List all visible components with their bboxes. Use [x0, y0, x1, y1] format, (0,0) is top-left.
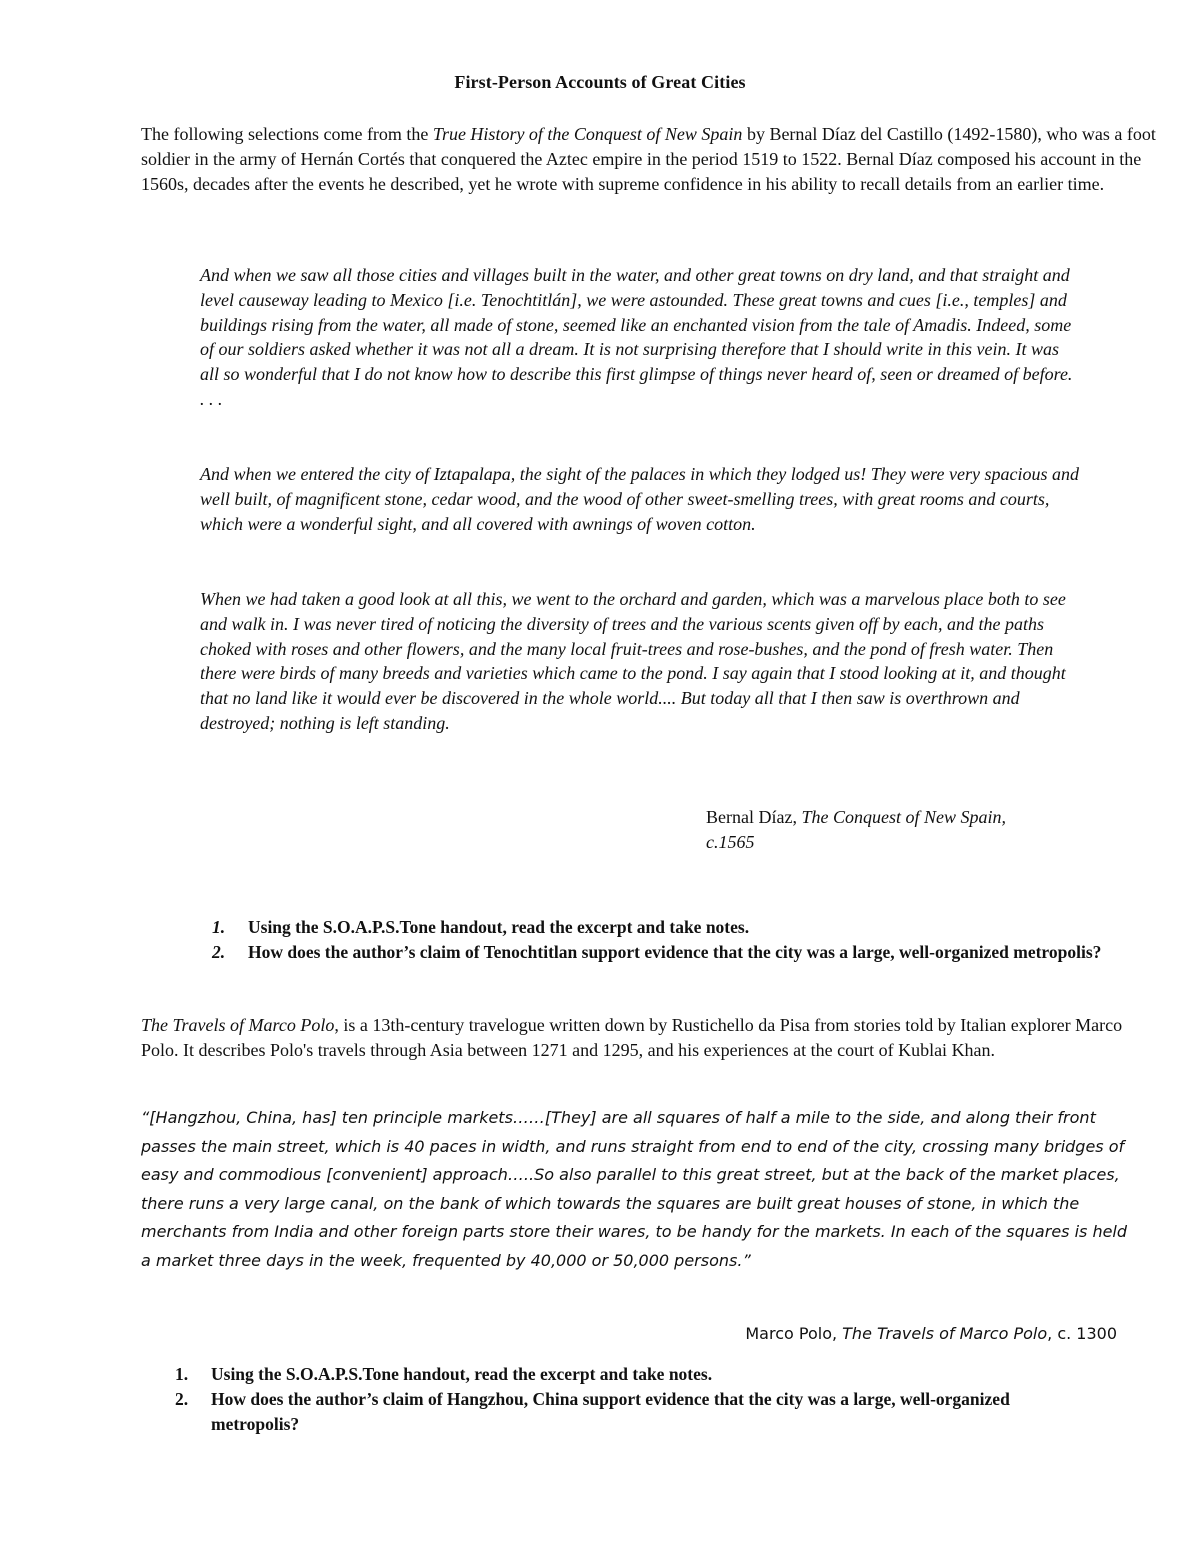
- diaz-attribution: [706, 805, 1106, 855]
- polo-intro-book-title: The Travels of Marco Polo: [141, 1015, 335, 1035]
- question-list-1: [200, 915, 1120, 965]
- polo-attribution: [660, 1321, 1117, 1346]
- question-number: 2.: [212, 942, 226, 962]
- diaz-quote-paragraph-3: When we had taken a good look at all this, we went to the orchard and garden, which was a marvelous place both to see and walk in. I was never tired of noticing the diversity of trees and the various scents given off by each, and the paths choked with roses and other flowers, and the many local fruit-trees and rose-bushes, and the pond of fresh water. Then there were birds of many breeds and varieties which came to the pond. I say again that I stood looking at it, and thought that no land like it would ever be discovered in the whole world.... But today all that I then saw is overthrown and destroyed; nothing is left standing.: [200, 589, 1066, 733]
- intro-text-before: The following selections come from the: [141, 124, 433, 144]
- polo-intro-paragraph: [141, 1013, 1141, 1063]
- diaz-quote-paragraph-2: And when we entered the city of Iztapalapa, the sight of the palaces in which they lodged us! They were very spacious and well built, of magnificent stone, cedar wood, and the wood of other sweet-smelling trees, with great rooms and courts, which were a wonderful sight, and all covered with awnings of woven cotton.: [200, 464, 1079, 534]
- question-text: How does the author’s claim of Tenochtitlan support evidence that the city was a large, well-organized metropolis?: [248, 942, 1102, 962]
- question-number: 1.: [175, 1364, 189, 1384]
- intro-text-after: by Bernal Díaz del Castillo (1492-1580), who was a foot soldier in the army of Hernán Cortés that conquered the Aztec empire in the period 1519 to 1522. Bernal Díaz composed his account in the 1560s, decades after the events he described, yet he wrote with supreme confidence in his ability to recall details from an earlier time.: [141, 124, 1156, 194]
- polo-quote: “[Hangzhou, China, has] ten principle markets……[They] are all squares of half a mile to the side, and along their front passes the main street, which is 40 paces in width, and runs straight from end to end of the city, crossing many bridges of easy and commodious [convenient] approach…..So also parallel to this great street, but at the back of the market places, there runs a very large canal, on the bank of which towards the squares are built great houses of stone, in which the merchants from India and other foreign parts store their wares, to be handy for the markets. In each of the squares is held a market three days in the week, frequented by 40,000 or 50,000 persons.”: [141, 1108, 1128, 1270]
- list-item: [200, 940, 1120, 965]
- polo-attribution-date: , c. 1300: [1047, 1324, 1117, 1343]
- list-item: [163, 1362, 1083, 1387]
- list-item: [200, 915, 1120, 940]
- question-number: 1.: [212, 917, 226, 937]
- polo-intro-text: , is a 13th-century travelogue written down by Rustichello da Pisa from stories told by Italian explorer Marco Polo. It describes Polo's travels through Asia between 1271 and 1295, and his experiences at the court of Kublai Khan.: [141, 1015, 1123, 1060]
- page-title: First-Person Accounts of Great Cities: [454, 72, 746, 92]
- polo-attribution-work: The Travels of Marco Polo: [842, 1324, 1048, 1343]
- list-item: [163, 1387, 1083, 1437]
- question-number: 2.: [175, 1389, 189, 1409]
- intro-book-title: True History of the Conquest of New Spain: [432, 124, 743, 144]
- intro-paragraph: [141, 122, 1161, 197]
- question-text: How does the author’s claim of Hangzhou, China support evidence that the city was a large, well-organized metropolis?: [211, 1389, 1010, 1434]
- diaz-quote-paragraph-1: And when we saw all those cities and villages built in the water, and other great towns on dry land, and that straight and level causeway leading to Mexico [i.e. Tenochtitlán], we were astounded. These great towns and cues [i.e., temples] and buildings rising from the water, all made of stone, seemed like an enchanted vision from the tale of Amadis. Indeed, some of our soldiers asked whether it was not all a dream. It is not surprising therefore that I should write in this vein. It was all so wonderful that I do not know how to describe this first glimpse of things never heard of, seen or dreamed of before. . . .: [200, 265, 1073, 409]
- diaz-attribution-date: c.1565: [706, 832, 755, 852]
- question-text: Using the S.O.A.P.S.Tone handout, read the excerpt and take notes.: [248, 917, 750, 937]
- question-text: Using the S.O.A.P.S.Tone handout, read the excerpt and take notes.: [211, 1364, 713, 1384]
- diaz-attribution-author: Bernal Díaz,: [706, 807, 802, 827]
- polo-attribution-author: Marco Polo,: [745, 1324, 843, 1343]
- question-list-2: [163, 1362, 1083, 1437]
- diaz-attribution-work: The Conquest of New Spain,: [801, 807, 1006, 827]
